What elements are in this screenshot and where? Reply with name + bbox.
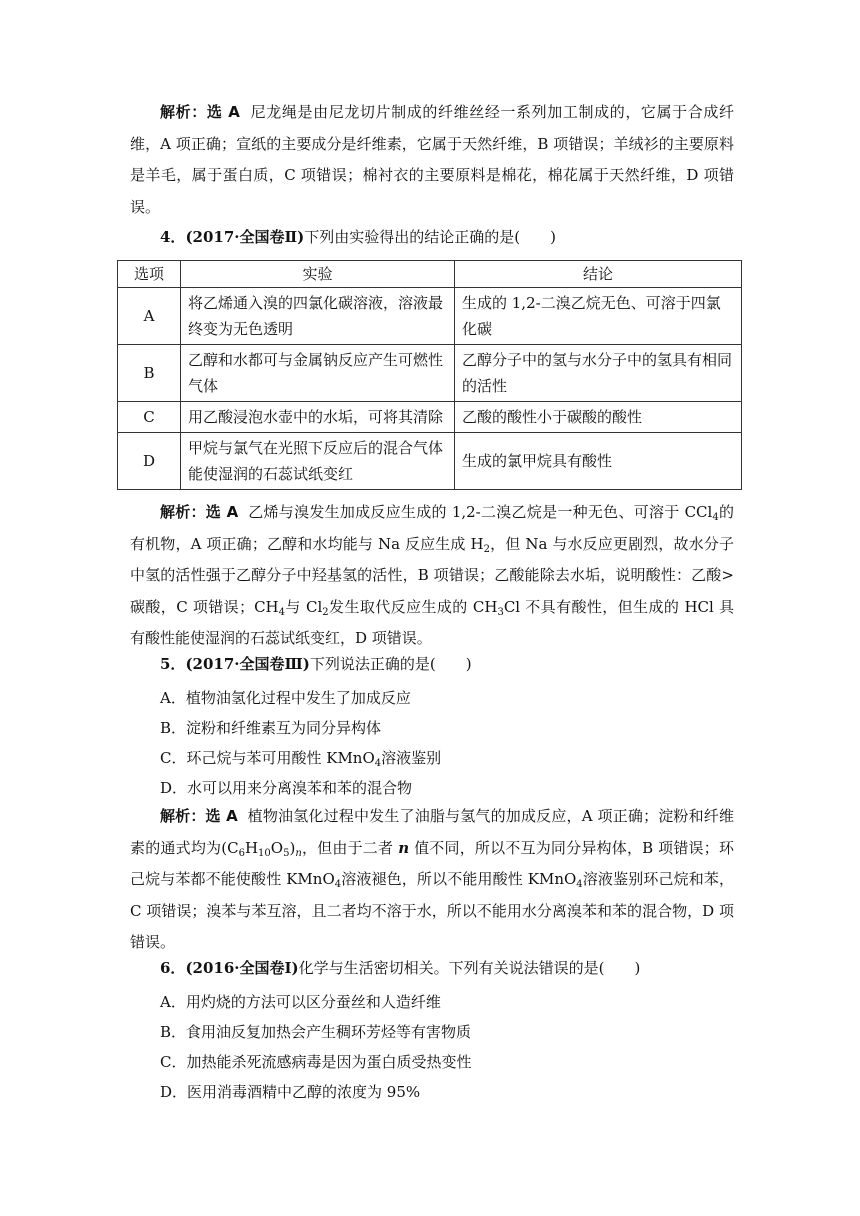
analysis-label: 解析：选 A — [160, 503, 239, 521]
q5-option-b: B．淀粉和纤维素互为同分异构体 — [160, 719, 382, 737]
analysis-label: 解析：选 A — [160, 807, 238, 825]
analysis-text: 尼龙绳是由尼龙切片制成的纤维丝经一系列加工制成的，它属于合成纤维，A 项正确；宣纸的主要成分是纤维素，它属于天然纤维，B 项错误；羊绒衫的主要原料是羊毛，属于蛋白质，C 项错误；棉衬衣的主要原料是棉花，棉花属于天然纤维，D 项错误。 — [130, 103, 734, 216]
table-row — [118, 402, 742, 433]
analysis-text: 值不同，所以不互为同分异构体，B 项错误；环己烷与苯都不能使酸性 KMnO — [130, 838, 734, 888]
subscript: 4 — [576, 879, 583, 890]
analysis-text: 溶液褪色，所以不能用酸性 KMnO — [341, 870, 577, 888]
option-text: C．环己烷与苯可用酸性 KMnO — [160, 749, 375, 767]
question-number: 6． — [160, 959, 186, 977]
cell-option: D — [118, 433, 181, 490]
q3-analysis — [130, 97, 734, 223]
q5-option-c — [160, 748, 441, 768]
header-conclusion: 结论 — [455, 261, 742, 288]
analysis-text: ，但由于二者 — [301, 838, 394, 857]
q6-option-b: B．食用油反复加热会产生稠环芳烃等有害物质 — [160, 1023, 472, 1041]
subscript: 2 — [322, 606, 329, 618]
subscript: 4 — [712, 512, 719, 523]
analysis-text: Cl 不具有酸性，但生成的 HCl 具有酸性能使湿润的石蕊试纸变红，D 项错误。 — [130, 597, 735, 647]
subscript: 2 — [483, 543, 490, 555]
question-text: 化学与生活密切相关。下列有关说法错误的是( ) — [298, 959, 641, 977]
analysis-text: 乙烯与溴发生加成反应生成的 1,2-二溴乙烷是一种无色、可溶于 CCl — [248, 503, 713, 521]
q5-stem — [160, 654, 472, 674]
question-number: 5． — [160, 655, 186, 673]
analysis-text: 植物油氢化过程中发生了油脂与氢气的加成反应，A 项正确；淀粉和纤维素的通式均为(C — [130, 807, 734, 857]
table-row — [118, 288, 742, 345]
table-row — [118, 345, 742, 402]
analysis-text: 与 Cl — [285, 597, 323, 616]
subscript: 6 — [238, 847, 245, 859]
analysis-text: 发生取代反应生成的 CH — [328, 597, 498, 616]
subscript: 4 — [278, 606, 286, 618]
italic-n: n — [295, 847, 302, 859]
q6-option-a: A．用灼烧的方法可以区分蚕丝和人造纤维 — [160, 993, 441, 1011]
analysis-label: 解析：选 A — [160, 103, 240, 121]
table-row — [118, 433, 742, 490]
cell-experiment: 乙醇和水都可与金属钠反应产生可燃性气体 — [181, 345, 455, 402]
analysis-text: 溶液鉴别环己烷和苯，C 项错误；溴苯与苯互溶，且二者均不溶于水，所以不能用水分离溴苯和苯的混合物，D 项错误。 — [130, 870, 734, 951]
q4-analysis — [130, 497, 734, 655]
cell-experiment: 用乙酸浸泡水壶中的水垢，可将其清除 — [181, 402, 455, 433]
question-text: 下列说法正确的是( ) — [309, 655, 472, 673]
q6-option-c: C．加热能杀死流感病毒是因为蛋白质受热变性 — [160, 1053, 472, 1071]
q4-stem — [160, 227, 556, 247]
subscript: 4 — [334, 879, 342, 890]
analysis-text: 的有机物，A 项正确；乙醇和水均能与 Na 反应生成 H — [130, 503, 734, 553]
question-source: (2017·全国卷Ⅲ) — [185, 655, 310, 673]
question-source: (2016·全国卷Ⅰ) — [185, 959, 299, 977]
analysis-text: ，但 Na 与水反应更剧烈，故水分子中氢的活性强于乙醇分子中羟基氢的活性，B 项错误；乙酸能除去水垢，说明酸性：乙酸>碳酸，C 项错误；CH — [130, 534, 735, 616]
q5-option-d: D．水可以用来分离溴苯和苯的混合物 — [160, 779, 413, 797]
subscript: 10 — [258, 847, 271, 859]
table-header-row — [118, 261, 742, 288]
header-experiment: 实验 — [181, 261, 455, 288]
cell-conclusion: 乙酸的酸性小于碳酸的酸性 — [455, 402, 742, 433]
subscript: 5 — [283, 847, 290, 859]
cell-option: C — [118, 402, 181, 433]
q5-option-a: A．植物油氢化过程中发生了加成反应 — [160, 689, 411, 707]
header-option: 选项 — [118, 261, 181, 288]
question-source: (2017·全国卷Ⅱ) — [185, 228, 305, 246]
q4-table — [117, 260, 742, 490]
cell-experiment: 甲烷与氯气在光照下反应后的混合气体能使湿润的石蕊试纸变红 — [181, 433, 455, 490]
cell-experiment: 将乙烯通入溴的四氯化碳溶液，溶液最终变为无色透明 — [181, 288, 455, 345]
q6-stem — [160, 958, 640, 978]
italic-n: n — [398, 838, 410, 857]
cell-conclusion: 乙醇分子中的氢与水分子中的氢具有相同的活性 — [455, 345, 742, 402]
analysis-text: ) — [289, 838, 296, 857]
q6-option-d: D．医用消毒酒精中乙醇的浓度为 95% — [160, 1083, 421, 1101]
question-number: 4． — [160, 228, 186, 246]
question-text: 下列由实验得出的结论正确的是( ) — [304, 228, 556, 246]
cell-conclusion: 生成的 1,2-二溴乙烷无色、可溶于四氯化碳 — [455, 288, 742, 345]
subscript: 4 — [374, 758, 382, 769]
q5-analysis: 解析：选 A 植物油氢化过程中发生了油脂与氢气的加成反应，A 项正确；淀粉和纤维素的通式均为$(C_6H_{10}O_5)_n$，但由于二者 n 值不同，所以不互为同分异构体，B 项错误；环己烷与苯都不能使酸性 KMnO$_4$溶液褪色，所以不能用酸性 KMnO$_4$溶液鉴别环己烷和苯，C 项错误；溴苯与苯互溶，且二者均不溶于水，所以不能用水分离溴苯和苯的混合物，D 项错误。 — [130, 807, 734, 951]
cell-option: B — [118, 345, 181, 402]
cell-option: A — [118, 288, 181, 345]
option-text: 溶液鉴别 — [381, 749, 442, 767]
analysis-text: O — [270, 838, 284, 857]
cell-conclusion: 生成的氯甲烷具有酸性 — [455, 433, 742, 490]
subscript: 3 — [497, 606, 504, 618]
